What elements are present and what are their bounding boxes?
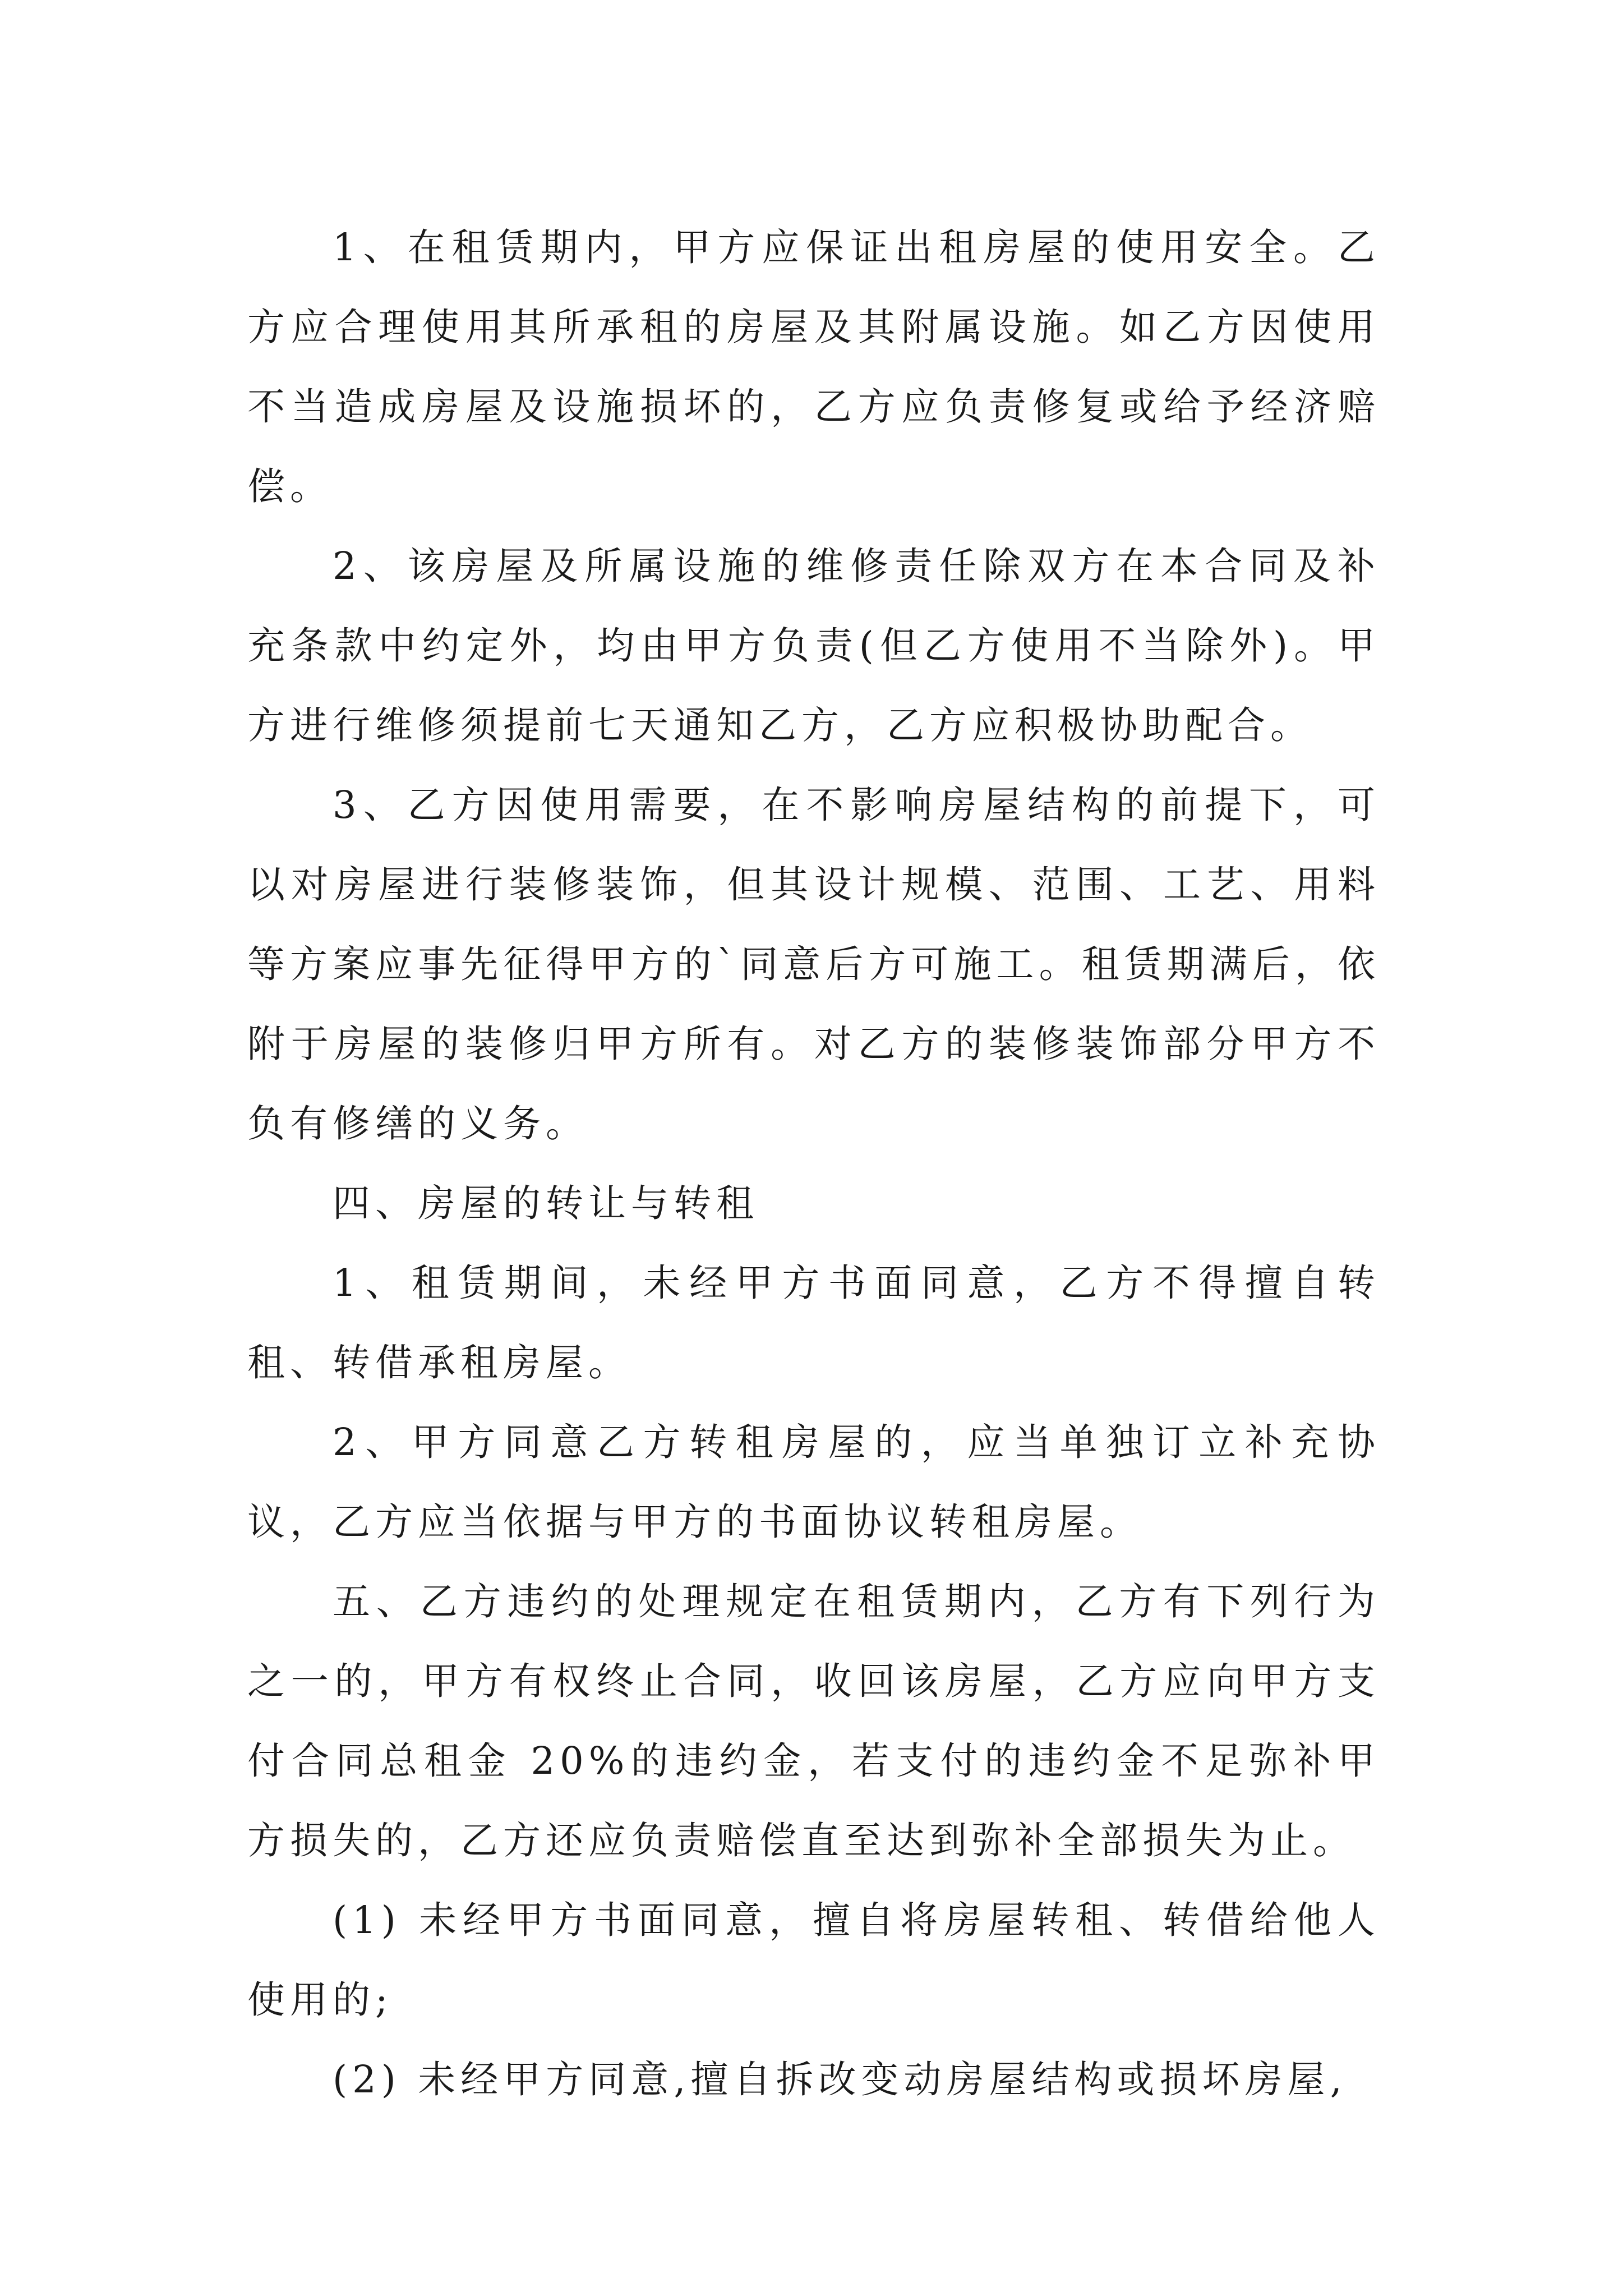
clause-4-1: 1、租赁期间，未经甲方书面同意，乙方不得擅自转租、转借承租房屋。 bbox=[247, 1261, 1380, 1384]
clause-3-2: 2、该房屋及所属设施的维修责任除双方在本合同及补充条款中约定外，均由甲方负责(但乙方使用不当除外)。甲方进行维修须提前七天通知乙方，乙方应积极协助配合。 bbox=[247, 544, 1380, 747]
clause-3-3: 3、乙方因使用需要，在不影响房屋结构的前提下，可以对房屋进行装修装饰，但其设计规模、范围、工艺、用料等方案应事先征得甲方的`同意后方可施工。租赁期满后，依附于房屋的装修归甲方所有。对乙方的装修装饰部分甲方不负有修缮的义务。 bbox=[247, 783, 1380, 1145]
clause-4-2: 2、甲方同意乙方转租房屋的，应当单独订立补充协议，乙方应当依据与甲方的书面协议转租房屋。 bbox=[247, 1420, 1380, 1544]
clause-3-1: 1、在租赁期内，甲方应保证出租房屋的使用安全。乙方应合理使用其所承租的房屋及其附属设施。如乙方因使用不当造成房屋及设施损坏的，乙方应负责修复或给予经济赔偿。 bbox=[247, 226, 1380, 508]
document-body bbox=[247, 208, 1380, 2119]
section-heading-5: 五、乙方违约的处理规定在租赁期内，乙方有下列行为之一的，甲方有权终止合同，收回该房屋，乙方应向甲方支付合同总租金 20%的违约金，若支付的违约金不足弥补甲方损失的，乙方还应负责赔偿直至达到弥补全部损失为止。 bbox=[247, 1580, 1380, 1862]
section-heading-4: 四、房屋的转让与转租 bbox=[333, 1181, 759, 1225]
clause-5-item-2: (2) 未经甲方同意,擅自拆改变动房屋结构或损坏房屋, bbox=[333, 2058, 1347, 2101]
clause-5-item-1: (1) 未经甲方书面同意，擅自将房屋转租、转借给他人使用的; bbox=[247, 1898, 1380, 2022]
